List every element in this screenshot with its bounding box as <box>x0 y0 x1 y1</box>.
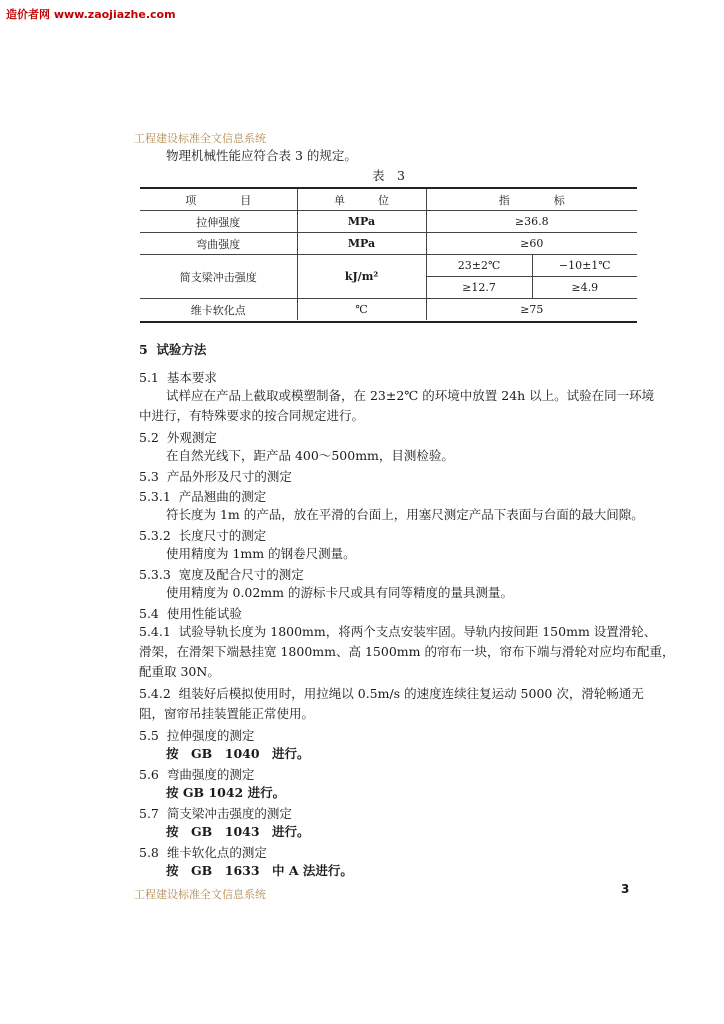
section-5-1-heading <box>139 368 217 386</box>
table-row <box>140 233 637 255</box>
row-value: ≥36.8 <box>426 211 637 233</box>
section-number: 5 <box>139 342 148 357</box>
paragraph-text: 试验导轨长度为 1800mm，将两个支点安装牢固。导轨内按间距 150mm 设置滑轮、 <box>178 624 657 639</box>
header-unit: 单 位 <box>297 189 426 211</box>
section-number: 5.5 <box>139 728 159 743</box>
section-number: 5.2 <box>139 430 159 445</box>
section-number: 5.3.2 <box>139 528 171 543</box>
section-number: 5.8 <box>139 845 159 860</box>
section-5-heading <box>139 340 206 358</box>
section-title: 使用性能试验 <box>166 606 242 621</box>
section-number: 5.4 <box>139 606 159 621</box>
paragraph-5-3-1: 符长度为 1m 的产品，放在平滑的台面上，用塞尺测定产品下表面与台面的最大间隙。 <box>166 507 644 522</box>
section-title: 长度尺寸的测定 <box>178 528 267 543</box>
paragraph-5-4-2-line-1 <box>139 684 644 704</box>
paragraph-5-4-1-line-3: 配重取 30N。 <box>139 664 220 679</box>
section-title: 产品翘曲的测定 <box>178 489 267 504</box>
row-value-1: ≥12.7 <box>426 277 532 299</box>
spec-table <box>140 189 637 320</box>
section-title: 产品外形及尺寸的测定 <box>166 469 292 484</box>
paragraph-5-6: 按 GB 1042 进行。 <box>166 785 286 800</box>
paragraph-5-4-1-line-2: 滑架，在滑架下端悬挂宽 1800mm、高 1500mm 的帘布一块，帘布下端与滑轮对应均布配重， <box>139 644 675 659</box>
section-5-8-heading <box>139 843 267 861</box>
section-number: 5.4.2 <box>139 686 171 701</box>
row-item: 简支梁冲击强度 <box>140 255 297 299</box>
section-5-2-heading <box>139 428 217 446</box>
paragraph-5-1-line-1: 试样应在产品上截取或模塑制备，在 23±2℃ 的环境中放置 24h 以上。试验在同一环境 <box>166 388 655 403</box>
table-row <box>140 255 637 277</box>
section-number: 5.1 <box>139 370 159 385</box>
row-value: ≥75 <box>520 303 544 316</box>
row-unit: MPa <box>297 211 426 233</box>
row-unit: ℃ <box>297 299 426 321</box>
section-number: 5.3 <box>139 469 159 484</box>
row-item: 拉伸强度 <box>140 211 297 233</box>
paragraph-text: 组装好后模拟使用时，用拉绳以 0.5m/s 的速度连续往复运动 5000 次，滑轮畅通无 <box>178 686 644 701</box>
section-number: 5.4.1 <box>139 624 171 639</box>
page-number: 3 <box>621 882 630 896</box>
table-row <box>140 299 637 321</box>
section-5-4-heading <box>139 604 242 622</box>
section-title: 外观测定 <box>166 430 217 445</box>
section-number: 5.6 <box>139 767 159 782</box>
paragraph-5-4-2-line-2: 阻，窗帘吊挂装置能正常使用。 <box>139 706 315 721</box>
paragraph-5-1-line-2: 中进行，有特殊要求的按合同规定进行。 <box>139 408 365 423</box>
section-title: 维卡软化点的测定 <box>166 845 267 860</box>
paragraph-5-8: 按 GB 1633 中 A 法进行。 <box>166 863 353 878</box>
paragraph-5-5: 按 GB 1040 进行。 <box>166 746 310 761</box>
section-title: 试验方法 <box>156 342 207 357</box>
section-number: 5.7 <box>139 806 159 821</box>
section-title: 宽度及配合尺寸的测定 <box>178 567 304 582</box>
section-5-3-1-heading <box>139 487 266 505</box>
section-5-3-heading <box>139 467 292 485</box>
row-unit: MPa <box>297 233 426 255</box>
section-5-3-2-heading <box>139 526 266 544</box>
paragraph-5-3-2: 使用精度为 1mm 的钢卷尺测量。 <box>166 546 356 561</box>
paragraph-5-2: 在自然光线下，距产品 400～500mm，目测检验。 <box>166 448 454 463</box>
section-title: 简支梁冲击强度的测定 <box>166 806 292 821</box>
paragraph-5-4-1-line-1 <box>139 622 656 642</box>
section-5-7-heading <box>139 804 292 822</box>
header-item: 项 目 <box>140 189 297 211</box>
row-condition-1: 23±2℃ <box>426 255 532 277</box>
table-header-row <box>140 189 637 211</box>
section-number: 5.3.1 <box>139 489 171 504</box>
table-bottom-rule <box>140 321 637 323</box>
section-title: 拉伸强度的测定 <box>166 728 255 743</box>
site-header[interactable]: 造价者网 www.zaojiazhe.com <box>6 8 176 21</box>
watermark-bottom: 工程建设标准全文信息系统 <box>134 888 266 901</box>
section-5-3-3-heading <box>139 565 304 583</box>
intro-text: 物理机械性能应符合表 3 的规定。 <box>166 148 357 163</box>
row-value-2: ≥4.9 <box>532 277 637 299</box>
row-condition-2: −10±1℃ <box>532 255 637 277</box>
row-item: 维卡软化点 <box>140 299 297 321</box>
header-value: 指 标 <box>426 189 637 211</box>
table-row <box>140 211 637 233</box>
paragraph-5-3-3: 使用精度为 0.02mm 的游标卡尺或具有同等精度的量具测量。 <box>166 585 513 600</box>
section-number: 5.3.3 <box>139 567 171 582</box>
table-caption: 表 3 <box>372 168 405 183</box>
section-title: 弯曲强度的测定 <box>166 767 255 782</box>
section-5-6-heading <box>139 765 254 783</box>
row-value: ≥60 <box>426 233 637 255</box>
row-unit: kJ/m² <box>297 255 426 299</box>
watermark-top: 工程建设标准全文信息系统 <box>134 132 266 145</box>
section-title: 基本要求 <box>166 370 217 385</box>
paragraph-5-7: 按 GB 1043 进行。 <box>166 824 310 839</box>
row-item: 弯曲强度 <box>140 233 297 255</box>
section-5-5-heading <box>139 726 254 744</box>
